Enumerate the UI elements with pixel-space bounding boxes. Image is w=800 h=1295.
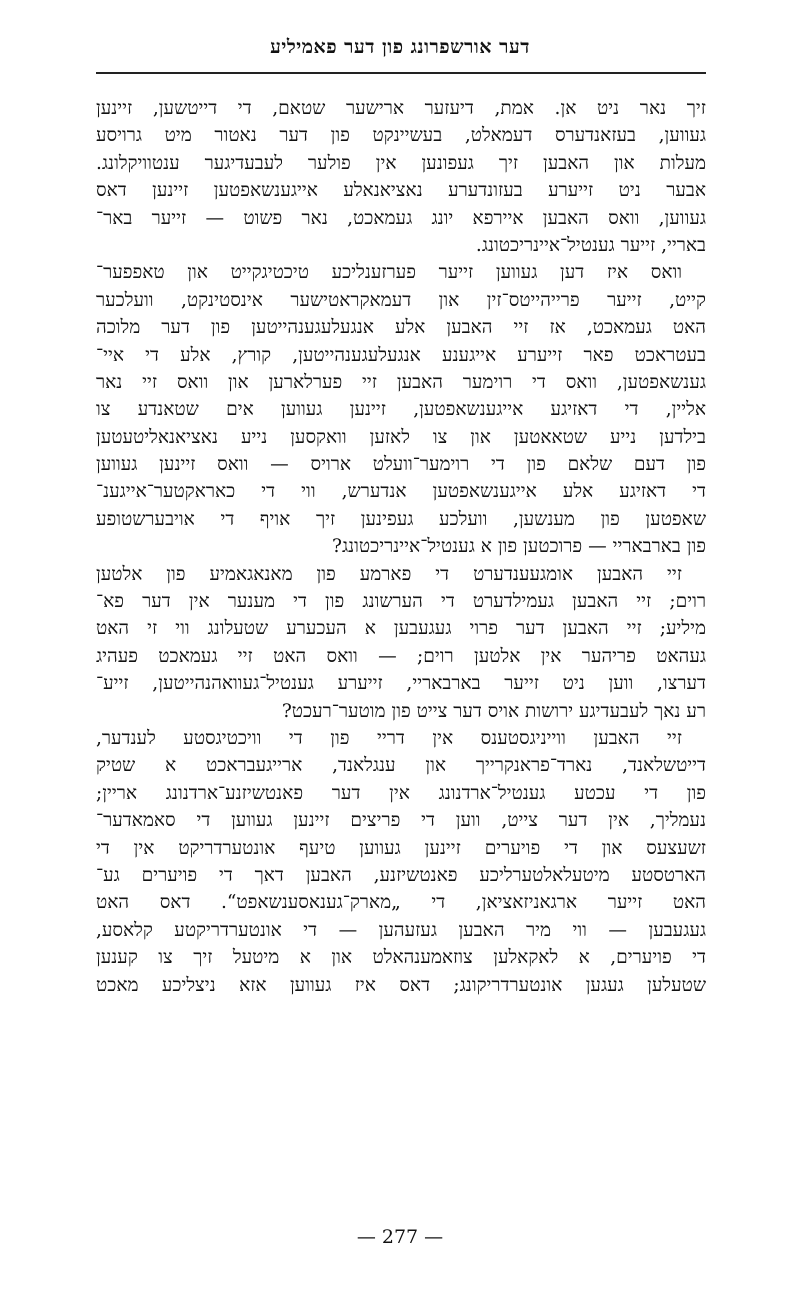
text-line: זיך נאר ניט אן. אמת, דיעזער ארישער שטאם, די דייטשען, זיינען [96, 98, 706, 119]
text-line: פון דעם שלאם פון די רוימער־וועלט ארויס — וואס זיינען געווען [96, 454, 706, 476]
header-rule [96, 72, 706, 74]
page-number: — 277 — [356, 1226, 444, 1248]
body-text [96, 95, 706, 999]
text-line: בילדען נייע שטאאטען און צו לאזען וואקסען נייע נאציאנאליטעטען [96, 426, 706, 448]
text-line: מעלות און האבען זיך געפונען אין פולער לעבעדיגער ענטוויקלונג. [96, 152, 706, 174]
text-line: געגעבען — ווי מיר האבען געזעהען — די אונטערדריקטע קלאסע, [96, 919, 706, 941]
text-line: געווען, וואס האבען איירפא יונג געמאכט, נאר פשוט — זייער באר־ [96, 207, 706, 229]
text-line: די דאזיגע אלע אייגענשאפטען אנדערש, ווי די כאראקטער־אייגענ־ [96, 481, 706, 503]
text-line: מיליע; זיי האבען דער פרוי געגעבען א העכערע שטעלונג ווי זי האט [96, 618, 706, 640]
text-line: דייטשלאנד, נארד־פראנקרייך און ענגלאנד, ארייגעבראכט א שטיק [96, 755, 706, 777]
text-line: רע נאך לעבעדיגע ירושות אויס דער צייט פון מוטער־רעכט? [281, 700, 706, 722]
text-line: אליין, די דאזיגע אייגענשאפטען, זיינען געווען אים שטאנדע צו [96, 399, 706, 421]
text-line: בעטראכט פאר זייערע אייגענע אנגעלעגענהייטען, קורץ, אלע די איי־ [96, 344, 706, 366]
text-line: שטעלען געגען אונטערדריקונג; דאס איז געווען אזא ניצליכע מאכט [96, 974, 706, 996]
text-line: נעמליך, אין דער צייט, ווען די פריצים זיינען געווען די סאמאדער־ [96, 810, 706, 832]
text-line: זיי האבען ווייניגסטענס אין דריי פון די וויכטיגסטע לענדער, [96, 727, 682, 749]
text-line: האט געמאכט, אז זיי האבען אלע אנגעלעגענהייטען פון דער מלוכה [96, 317, 706, 339]
text-line: פון די עכטע גענטיל־ארדנונג אין דער פאנטשיזנע־ארדנונג אריין; [96, 782, 706, 804]
text-line: געווען, בעזאנדערס דעמאלט, בעשיינקט פון דער נאטור מיט גרויסע [96, 125, 706, 147]
running-head: דער אורשפרונג פון דער פאמיליע [270, 36, 530, 58]
text-line: זשעצעס און די פויערים זיינען געווען טיעף אונטערדריקט אין די [96, 837, 706, 859]
text-line: די פויערים, א לאקאלען צוזאמענהאלט און א מיטעל זיך צו קענען [96, 947, 706, 969]
text-line: דערצו, ווען ניט זייער בארבאריי, זייערע גענטיל־געוואהנהייטען, זייע־ [96, 673, 706, 695]
text-line: קייט, זייער פרייהייטס־זין און דעמאקראטישער אינסטינקט, וועלכער [96, 289, 706, 311]
text-line: געהאט פריהער אין אלטען רוים; — וואס האט זיי געמאכט פעהיג [96, 645, 706, 667]
text-line: שאפטען פון מענשען, וועלכע געפינען זיך אויף די אויבערשטופע [96, 508, 706, 530]
text-line: וואס איז דען געווען זייער פערזענליכע טיכטיגקייט און טאפפער־ [96, 262, 682, 284]
text-line: באריי, זייער גענטיל־איינריכטונג. [475, 234, 706, 256]
text-line: פון בארבאריי — פרוכטען פון א גענטיל־איינריכטונג? [332, 536, 706, 558]
text-line: זיי האבען אומגעענדערט די פארמע פון מאנאגאמיע פון אלטען [96, 563, 682, 585]
text-line: רוים; זיי האבען געמילדערט די הערשונג פון די מענער אין דער פא־ [96, 591, 706, 613]
text-line: הארטסטע מיטעלאלטערליכע פאנטשיזנע, האבען דאך די פויערים גע־ [96, 864, 706, 886]
text-line: גענשאפטען, וואס די רוימער האבען זיי פערלארען און וואס זיי נאר [96, 371, 706, 393]
text-line: האט זייער ארגאניזאציאן, די „מארק־גענאסענשאפט“. דאס האט [96, 892, 706, 914]
text-line: אבער ניט זייערע בעזונדערע נאציאנאלע אייגענשאפטען זיינען דאס [96, 180, 706, 202]
